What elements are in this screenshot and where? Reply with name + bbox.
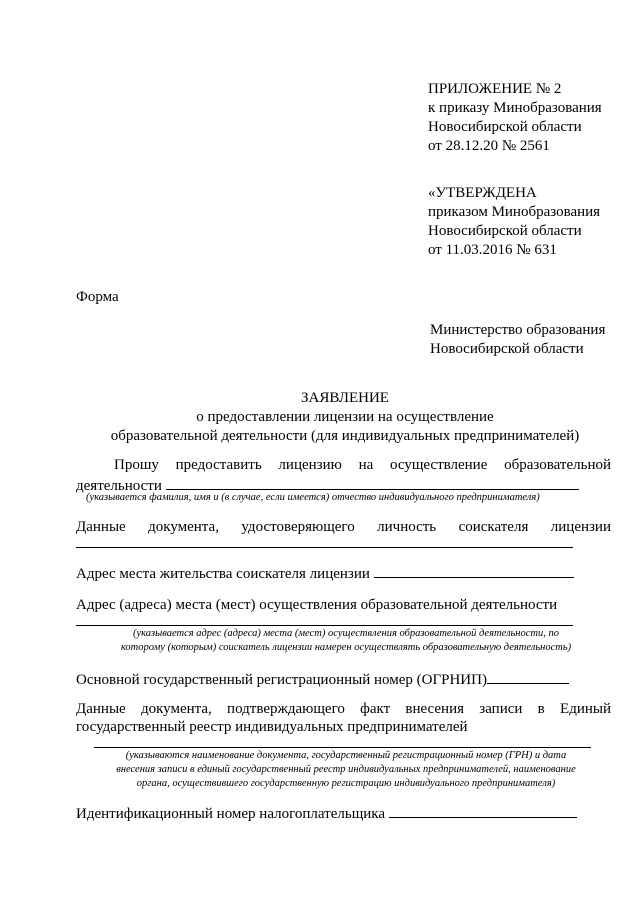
approved-line-3: Новосибирской области — [428, 223, 582, 239]
title-sub-1: о предоставлении лицензии на осуществление — [196, 409, 494, 425]
registry-line-1: Данные документа, подтверждающего факт внесения записи в Единый — [76, 701, 611, 717]
ogrnip-row — [76, 669, 569, 689]
activity-address-hint-2: которому (которым) соискатель лицензии намерен осуществлять образовательную деятельность) — [120, 642, 572, 653]
appendix-block — [428, 80, 602, 156]
appendix-line-4: от 28.12.20 № 2561 — [428, 138, 550, 154]
applicant-name-field[interactable] — [166, 475, 579, 490]
addressee-line-1: Министерство образования — [430, 322, 606, 338]
approved-line-4: от 11.03.2016 № 631 — [428, 242, 557, 258]
activity-address-hint — [76, 627, 616, 655]
approved-block — [428, 184, 600, 260]
form-label: Форма — [76, 289, 119, 305]
addressee-line-2: Новосибирской области — [430, 341, 584, 357]
appendix-line-1: ПРИЛОЖЕНИЕ № 2 — [428, 81, 562, 97]
appendix-line-2: к приказу Минобразования — [428, 100, 602, 116]
activity-address-hint-1: (указывается адрес (адреса) места (мест) осуществления образовательной деятельности, по — [132, 628, 560, 639]
activity-address-label: Адрес (адреса) места (мест) осуществления образовательной деятельности — [76, 597, 558, 613]
activity-address-field[interactable] — [76, 625, 573, 626]
inn-field[interactable] — [389, 803, 577, 818]
ogrnip-label: Основной государственный регистрационный номер (ОГРНИП) — [76, 672, 487, 688]
registry-line-2: государственный реестр индивидуальных предпринимателей — [76, 719, 468, 735]
title-main: ЗАЯВЛЕНИЕ — [301, 390, 389, 406]
registry-field[interactable] — [94, 747, 591, 748]
approved-line-2: приказом Минобразования — [428, 204, 601, 220]
addressee-block — [430, 321, 605, 359]
registry-hint-3: органа, осуществившего государственную регистрацию индивидуального предпринимателя) — [136, 778, 556, 789]
residence-field[interactable] — [374, 563, 574, 578]
ogrnip-field[interactable] — [487, 669, 569, 684]
inn-row — [76, 803, 577, 823]
document-title — [40, 389, 640, 446]
residence-row — [76, 563, 574, 583]
approved-line-1: «УТВЕРЖДЕНА — [428, 185, 537, 201]
appendix-line-3: Новосибирской области — [428, 119, 582, 135]
registry-hint-2: внесения записи в единый государственный реестр индивидуальных предпринимателей, наименование — [116, 764, 576, 775]
request-line-2-label: деятельности — [76, 478, 162, 494]
registry-hint-1: (указываются наименование документа, государственный регистрационный номер (ГРН) и дата — [125, 750, 567, 761]
registry-hint — [76, 749, 616, 791]
residence-label: Адрес места жительства соискателя лицензии — [76, 566, 370, 582]
title-sub-2: образовательной деятельности (для индивидуальных предпринимателей) — [110, 428, 580, 444]
request-hint: (указывается фамилия, имя и (в случае, если имеется) отчество индивидуального предпринимателя) — [86, 492, 540, 503]
id-document-field[interactable] — [76, 547, 573, 548]
inn-label: Идентификационный номер налогоплательщика — [76, 806, 386, 822]
request-line-1: Прошу предоставить лицензию на осуществление образовательной — [114, 457, 611, 473]
id-document-label: Данные документа, удостоверяющего личность соискателя лицензии — [76, 519, 611, 535]
